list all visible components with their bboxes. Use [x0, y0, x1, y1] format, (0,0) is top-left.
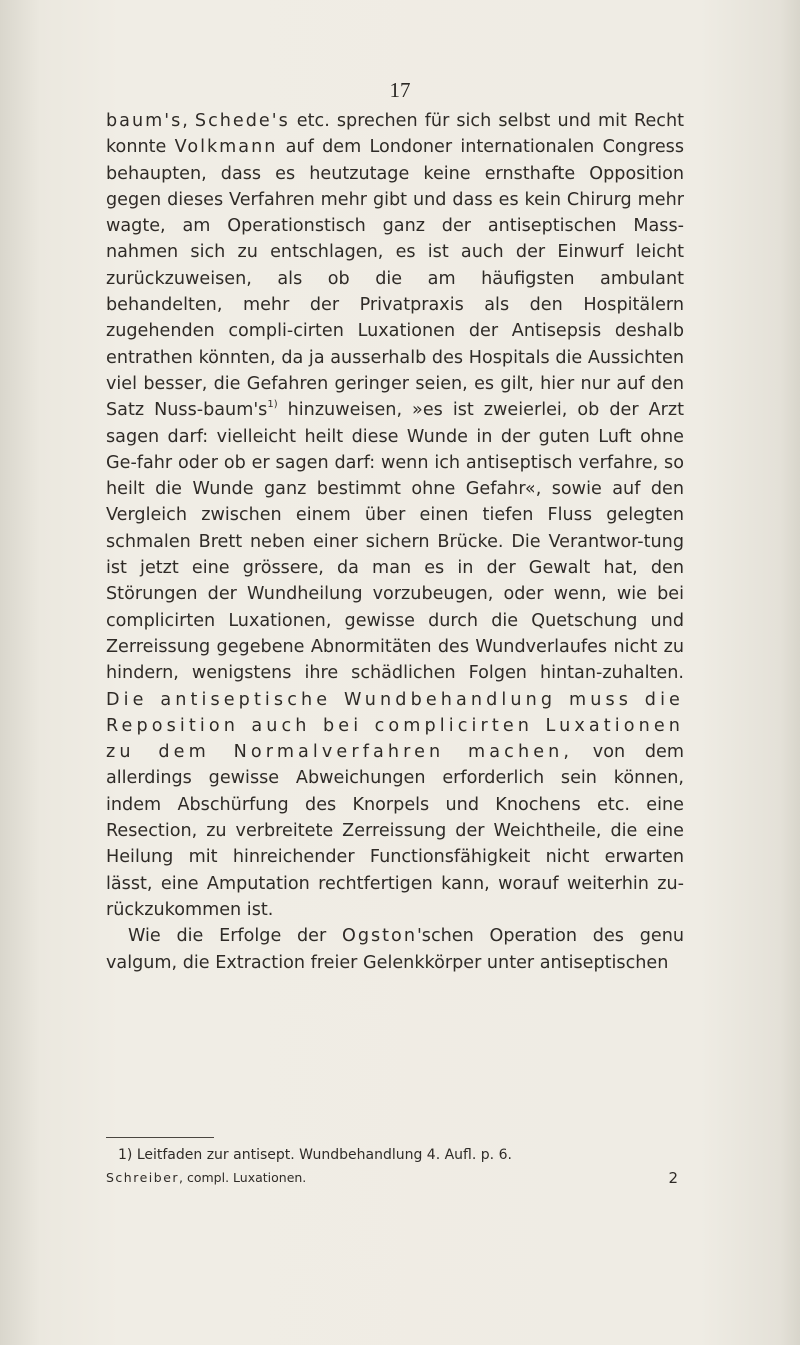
- author-name-volkmann: Volkmann: [174, 137, 278, 158]
- text-segment: Wie die Erfolge der: [128, 926, 342, 947]
- signature-author: Schreiber: [106, 1170, 180, 1185]
- author-name-schede: Schede's: [194, 111, 290, 131]
- footnote-divider: [106, 1137, 214, 1138]
- text-segment: von dem allerdings gewisse Abweichungen erforderlich sein können, indem Abschürfung des Knorpels und Knochens etc. eine Resection, zu verbreitete Zerreissung der Weichtheile, die eine Heilung mit hinreichender Functionsfähigkeit nicht erwarten lässt, eine Amputation rechtfertigen kann, worauf weiterhin zu-rückzukommen ist.: [106, 742, 684, 920]
- emphasized-statement: Die antiseptische Wundbehandlung muss die Reposition auch bei complicirten Luxationen zu dem Normalverfahren machen,: [106, 689, 684, 763]
- signature-sheet-number: 2: [668, 1169, 678, 1187]
- text-segment: 'schen Operation des genu valgum, die Extraction freier Gelenkkörper unter antiseptischen: [106, 926, 684, 973]
- paragraph-1: [106, 108, 684, 923]
- text-segment: auf dem Londoner internationalen Congress behaupten, dass es heutzutage keine ernsthafte Opposition gegen dieses Verfahren mehr gibt und dass es kein Chirurg mehr wagte, am Operationstisch ganz der antiseptischen Mass-nahmen sich zu entschlagen, es ist auch der Einwurf leicht zurückzuweisen, als ob die am häufigsten ambulant behandelten, mehr der Privatpraxis als den Hospitälern zugehenden compli-cirten Luxationen der Antisepsis deshalb entrathen könnten, da ja ausserhalb des Hospitals die Aussichten viel besser, die Gefahren geringer seien, es gilt, hier nur auf den Satz Nuss-baum's: [106, 137, 684, 421]
- footnote-reference[interactable]: 1): [267, 399, 278, 411]
- footnote: 1) Leitfaden zur antisept. Wundbehandlung 4. Aufl. p. 6.: [118, 1147, 512, 1163]
- text-segment: etc. sprechen für sich selbst und mit Recht konnte: [106, 111, 685, 158]
- body-text: [106, 108, 684, 976]
- author-name-ogston: Ogston: [341, 926, 417, 947]
- author-name-baum: baum's: [106, 111, 183, 131]
- text-segment: ,: [182, 111, 195, 131]
- signature-title: , compl. Luxationen.: [179, 1170, 307, 1185]
- signature-line: [106, 1168, 684, 1188]
- text-segment: hinzuweisen, »es ist zweierlei, ob der Arzt sagen darf: vielleicht heilt diese Wunde in der guten Luft ohne Ge-fahr oder ob er sagen darf: wenn ich antiseptisch verfahre, so heilt die Wunde ganz bestimmt ohne Gefahr«, sowie auf den Vergleich zwischen einem über einen tiefen Fluss gelegten schmalen Brett neben einer sichern Brücke. Die Verantwor-tung ist jetzt eine grössere, da man es in der Gewalt hat, den Störungen der Wundheilung vorzubeugen, oder wenn, wie bei complicirten Luxationen, gewisse durch die Quetschung und Zerreissung gegebene Abnormitäten des Wundverlaufes nicht zu hindern, wenigstens ihre schädlichen Folgen hintan-zuhalten.: [106, 400, 684, 684]
- page-number: 17: [389, 78, 411, 102]
- paragraph-2: [106, 923, 684, 976]
